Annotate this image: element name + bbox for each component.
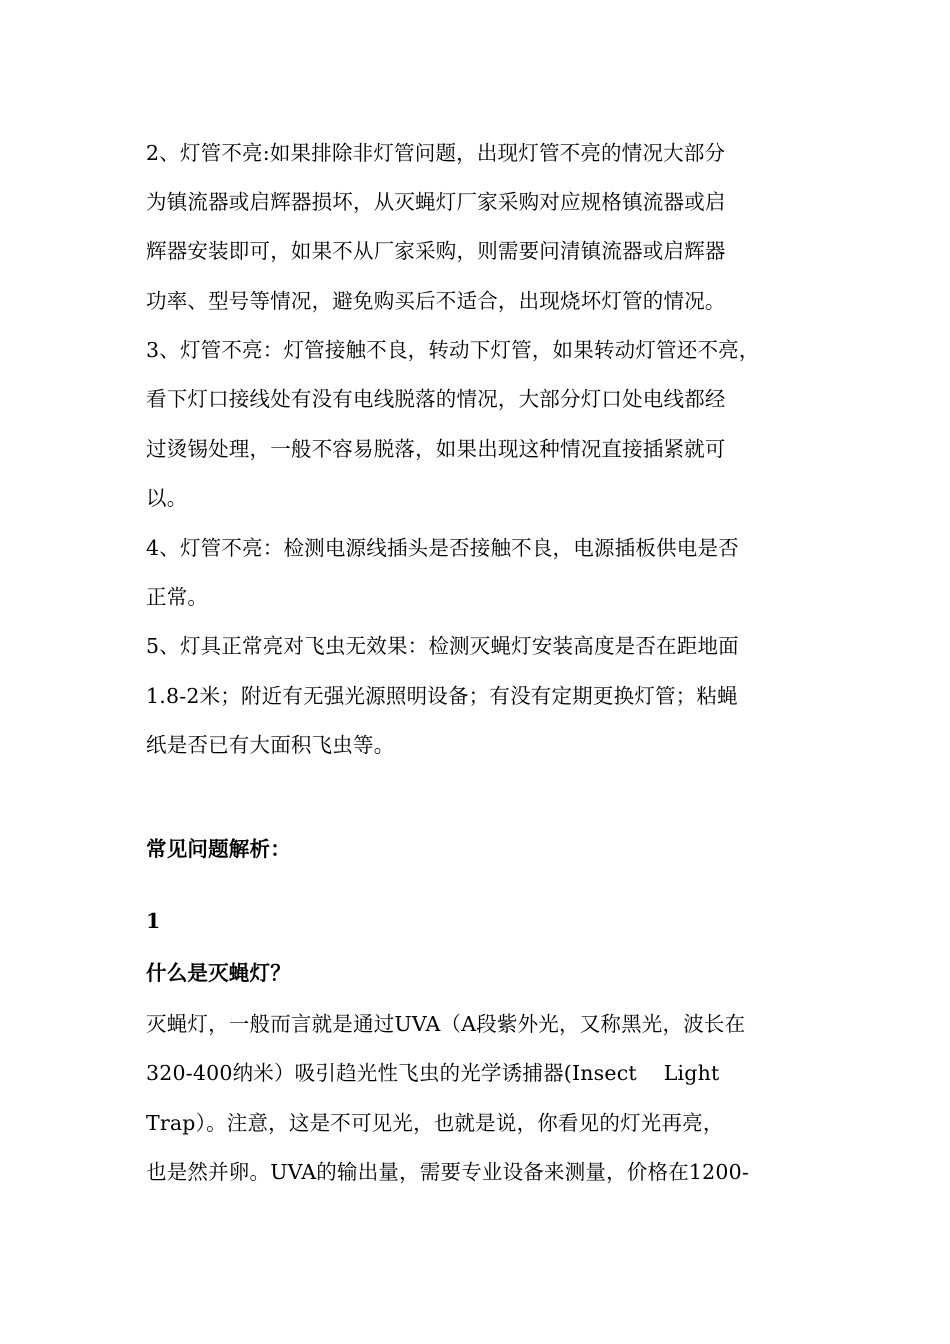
- section-heading: 常见问题解析：: [146, 837, 291, 861]
- paragraph-line: 4、灯管不亮：检测电源线插头是否接触不良，电源插板供电是否: [146, 536, 739, 560]
- paragraph-line: 功率、型号等情况，避免购买后不适合，出现烧坏灯管的情况。: [146, 289, 726, 313]
- answer-line: 也是然并卵。UVA的输出量，需要专业设备来测量，价格在1200-: [146, 1160, 749, 1184]
- answer-line: Trap）。注意，这是不可见光，也就是说，你看见的灯光再亮，: [146, 1111, 724, 1135]
- paragraph-line: 为镇流器或启辉器损坏，从灭蝇灯厂家采购对应规格镇流器或启: [146, 190, 726, 214]
- paragraph-line: 纸是否已有大面积飞虫等。: [146, 733, 395, 757]
- paragraph-line: 3、灯管不亮：灯管接触不良，转动下灯管，如果转动灯管还不亮，: [146, 338, 760, 362]
- paragraph-line: 过烫锡处理，一般不容易脱落，如果出现这种情况直接插紧就可: [146, 437, 726, 461]
- question-number: 1: [146, 909, 161, 933]
- paragraph-line: 看下灯口接线处有没有电线脱落的情况，大部分灯口处电线都经: [146, 387, 726, 411]
- paragraph-line: 辉器安装即可，如果不从厂家采购，则需要问清镇流器或启辉器: [146, 239, 726, 263]
- answer-line: 灭蝇灯，一般而言就是通过UVA（A段紫外光，又称黑光，波长在: [146, 1012, 746, 1036]
- paragraph-line: 2、灯管不亮:如果排除非灯管问题，出现灯管不亮的情况大部分: [146, 141, 726, 165]
- paragraph-line: 以。: [146, 486, 188, 510]
- paragraph-line: 1.8-2米；附近有无强光源照明设备；有没有定期更换灯管；粘蝇: [146, 684, 738, 708]
- answer-line: 320-400纳米）吸引趋光性飞虫的光学诱捕器(Insect Light: [146, 1061, 720, 1085]
- paragraph-line: 正常。: [146, 585, 209, 609]
- question-title: 什么是灭蝇灯？: [146, 961, 291, 985]
- paragraph-line: 5、灯具正常亮对飞虫无效果：检测灭蝇灯安装高度是否在距地面: [146, 634, 739, 658]
